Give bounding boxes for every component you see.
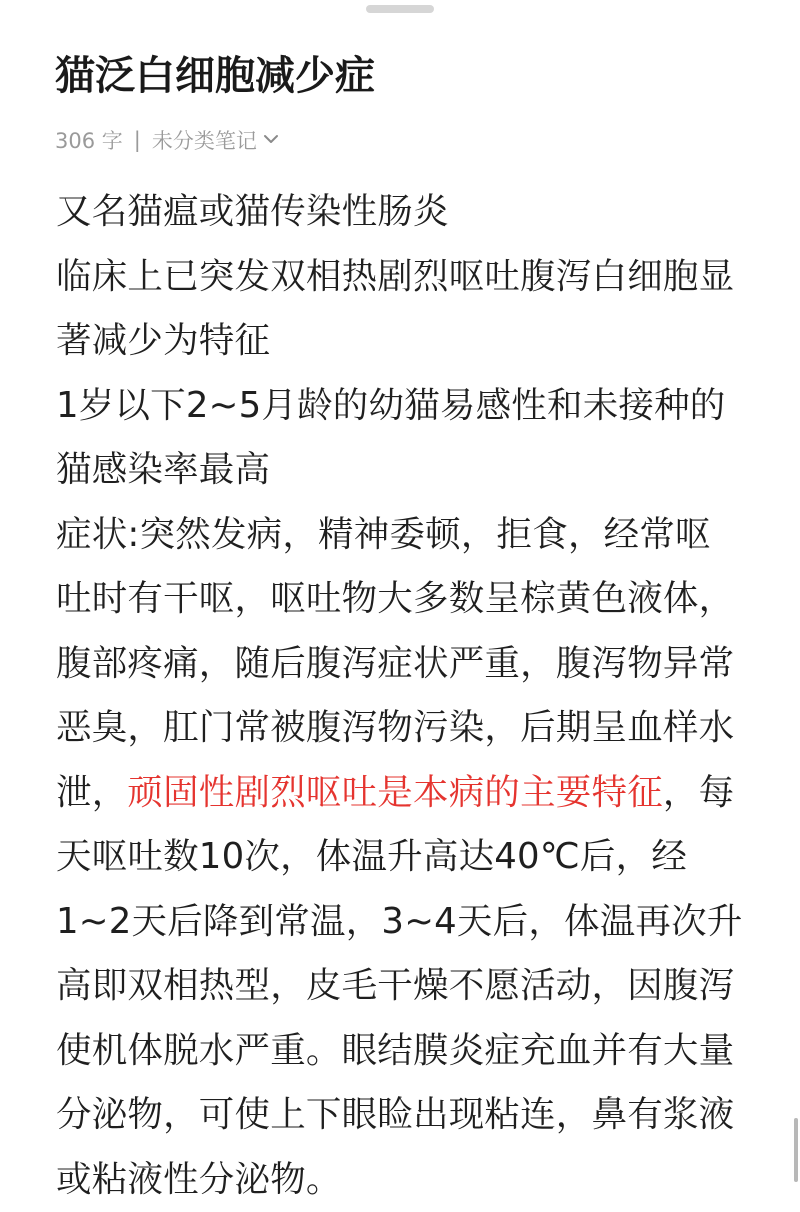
sheet-drag-handle[interactable] [366, 5, 434, 13]
note-meta-bar [55, 124, 279, 156]
symptoms-text-start: 症状:突然发病，精神委顿，拒食，经常呕吐时有干呕，呕吐物大多数呈棕黄色液体，腹部疼痛，随后腹泻症状严重，腹泻物异常恶臭，肛门常被腹泻物污染，后期呈血样水泄， [56, 514, 734, 813]
meta-separator: | [134, 128, 141, 152]
paragraph-clinical-features: 临床上已突发双相热剧烈呕吐腹泻白细胞显著减少为特征 [56, 245, 746, 374]
scrollbar-thumb[interactable] [794, 1118, 798, 1182]
category-label: 未分类笔记 [152, 125, 257, 155]
category-selector[interactable] [152, 125, 279, 155]
symptoms-text-end: ，每天呕吐数10次，体温升高达40℃后，经1~2天后降到常温，3~4天后，体温再次升高即双相热型，皮毛干燥不愿活动，因腹泻使机体脱水严重。眼结膜炎症充血并有大量分泌物，可使上下眼睑出现粘连，鼻有浆液或粘液性分泌物。 [56, 772, 743, 1200]
note-title[interactable]: 猫泛白细胞减少症 [55, 48, 760, 104]
paragraph-alias: 又名猫瘟或猫传染性肠炎 [56, 180, 746, 245]
paragraph-susceptibility: 1岁以下2~5月龄的幼猫易感性和未接种的猫感染率最高 [56, 374, 746, 503]
note-body[interactable] [56, 180, 746, 1212]
highlighted-key-feature: 顽固性剧烈呕吐是本病的主要特征 [127, 772, 663, 813]
paragraph-symptoms [56, 503, 746, 1212]
word-count: 306 字 [55, 125, 123, 155]
chevron-down-icon [263, 128, 279, 152]
